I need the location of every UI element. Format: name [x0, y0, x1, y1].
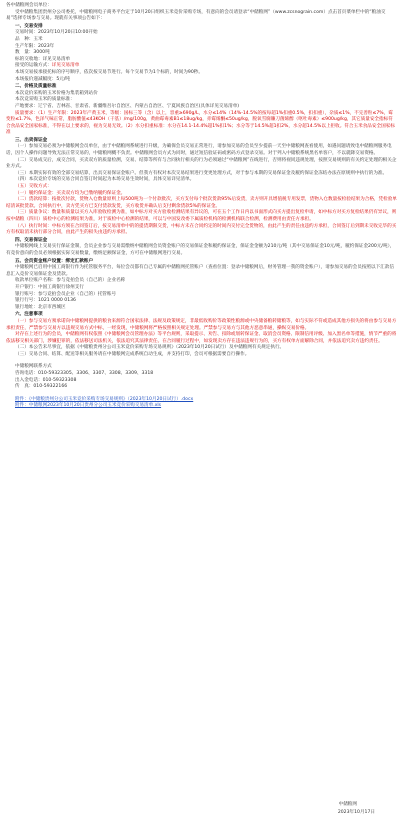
contact-title: 中储粮网联系方式: [15, 364, 52, 370]
bank-value: 中国工商银行徐州支行: [37, 284, 84, 290]
delivery-method-title: （五）交收方式：: [15, 184, 52, 190]
attachment-rules-link[interactable]: 附件：《中储粮贵州分公司玉米竞价采购专场交易规则》（2023年10月20日试行）.docx: [15, 396, 194, 402]
price-basis: 本次竞价采购的玉米价格为集装箱到站价: [15, 90, 98, 96]
account-number-label: 银行账号：: [15, 291, 38, 297]
quality-requirement: 质量要求：（1）生产年限：2023年产黄玉米，等级：国标三等（含）以上，容重≥690g/L，水分≤14%（14%-14.5%的按每超1%扣重0.5%，扣扣重），杂质≤1%，不完善粒≤7%，霉变粒≤1.7%，色泽气味正常，脂肪酸值≤43KOH（干基）/mg/100g，黄曲霉毒素B1≤18ug/kg，赤霉烯酮≤50ug/kg，脱氧雪腐镰刀菌烯醇（呕吐毒素）≤900ug/kg，其它质量安全指标符合食品安全国家标准，不得在以上要求的，视为交易无效。（2）水分扣重标准：水分在14.1-14.4%超1%扣1%；水分等于14.5%超1扣2%，水分超14.5%以上拒收。符合玉米食品安全国家标准: [6, 110, 395, 136]
account-name-row: [6, 278, 397, 285]
trading-rule: 本场交易按承接托标的序号顺序，依次按交易节进行。每个交易节为1个标的，时间为90秒。: [15, 69, 203, 75]
account-number-value: 参与竞拍会员企业（自己的）托管账号: [37, 291, 117, 297]
attachment-list-row: [6, 403, 397, 410]
contact-fax: 传 真：010-59322166: [15, 384, 68, 390]
notice-item-2: （二）本公告未尽事宜，依据《中储粮贵州分公司玉米竞价采购专场交易规则》（2023年10月20日试行）及中储粮网有关规定执行。: [15, 345, 285, 351]
product-variety: 品 种：玉米: [15, 36, 43, 42]
section-2-title: 二、价格及质量标准: [15, 84, 57, 90]
bank-address-row: [6, 305, 397, 312]
transport-mode-label: 接受的运输方式：: [15, 63, 52, 69]
signature-org: 中储粮网: [338, 802, 357, 807]
account-name-label: 收款单位账户名称：: [15, 278, 57, 284]
section-3-para-3: （三）本期实际有效的全部交易结算，出具交易保证金账户。但我方有权对本次交易结果进行变更处理方式，对于参与本期的交易保证金及履约保证金冻结办法在原规则中执行的为准。: [15, 170, 388, 176]
section-3-para-2: （二）交易成交后，成交合同，买卖双方的质量检测，交易、结算等所有与合同执行相关的行为必须通过“中储粮网”在线进行，否则将视同违规处理，按照交易规则的有关约定处理的相关企业方式。: [6, 157, 397, 170]
contact-phone: 咨询电话：010-59323305、3306、3307、3308、3309、3318: [15, 371, 154, 377]
bank-address-value: 北京市西城区: [37, 304, 66, 310]
transport-mode-value: 详见交易清单: [51, 63, 80, 69]
contact-balance-phone: 出入金电话：010-59323308: [15, 377, 77, 383]
notice-item-3: （三）交易合同、结算、配送等相关服务请在中储粮网完成系统自动生成，并支持打印，会员可根据需要自行操作。: [15, 351, 250, 357]
bank-label: 开户银行：: [15, 284, 38, 290]
trade-time: 交易时间：2023年10月20日10:00开始: [15, 30, 98, 36]
transport-mode: [6, 63, 397, 70]
notice-item-1: （一）参与交易方须承诺向中储粮网提供的粮食来源符合国家法律、法规及政策规定，非最低收购价等政策性粮源或中央储备粮转储粮等，如与实际不符或造成其他方损失的将由参与交易方承担责任，严禁参与交易方以违规交易方式中标，一经发现，中储粮网将严格按照相关规定处理。严禁参与交易方与其他方恶意串通，操纵交易价格。: [6, 318, 397, 331]
bank-code-label: 银行行号：: [15, 298, 38, 304]
section-3-para-1: （一）参加交易必须为中储粮网会员单位，由于中储粮网系统进行升级，为确保会员交易正常进行，请参加交易的会员至少提前一天至中储粮网查看使用，如遇问题请致电中储粮网服务电话，因个人操作问题导致无法正常交易的，中储粮网概不负责。中储粮网会员方式为同时，通过短信验证码或密码方式登录交易。对于列入中储粮系统黑名单客户，不以就降交易资格。: [6, 144, 392, 157]
section-4-para: 中储粮网线上交易实行保证金制，会员企业参与交易需缴纳中储粮网会员资金账户的交易保证金和履约保证金，保证金金额为210元/吨（其中交易保证金10元/吨，履约保证金200元/吨），有竞价意向的会员必须根据实际交易数量，缴纳足额保证金，方可在中储粮网进行交易。: [6, 244, 395, 256]
bank-address-label: 银行地址：: [15, 304, 38, 310]
quantity: 数 量：3000吨: [15, 50, 50, 56]
delivery-location: 标的交收地：详见交易清单: [15, 56, 71, 62]
signature-date: 2023年10月17日: [337, 810, 375, 815]
intro-paragraph: 受中储粮集团贵州分公司委托，中储粮网电子商务平台定于10月20日组织玉米竞价采购专场，有意向的会员请登录“中储粮网”（www.zcsnograin.com）点击首页菜单栏中的“粮油交易”选择专场参与交易。现就有关事项公告如下：: [6, 9, 386, 22]
performance-deposit: （一）履约保证金：买卖双方均为已缴纳履约保证金。: [15, 190, 126, 196]
quality-dispute: （三）质量争议：数量和质量以买方入库验收检测为准，如中标方对买方验收检测结果有异议的，可在五个工作日内以书面形式向买方提出复检申请，如中标方对买方复检结果仍有异议，则按中储粮（四川）质检中心的检测结果为准，对于质检中心检测的结果，可以与中国发改委下属质检机构的检测机构联合检测，检测费用由责任方承担。: [6, 210, 397, 222]
section-6-title: 六、注意事项: [15, 312, 43, 318]
notice-item-1-continued: 对存在上述行为的会员，中储粮网有权依照《中储粮网会员管理办法》等平台规则，采取提示、劝告、扣除或划转保证金、取消会员资格、限制信用评级、加入黑名单等措施，情节严重的将依法移交相关部门，涉嫌犯罪的，依法移送司法机关，依法追究其法律责任。在合同履行过程中，如发现卖方存在违法违规行为的，买方有权单方面解除合同，并依法追究卖方违约责任。: [6, 332, 397, 344]
section-5-para: 中储粮网已启用中国工商银行作为托管服务平台，每位会员都有自己专属的中储粮网托管账户（查看位置：登录中储粮网后，财务管理一我的资金账户），请参加交易的会员按照以下汇款信息汇入竞价交易保证金及货款。: [6, 265, 394, 277]
section-4-title: 四、交易保证金: [15, 237, 48, 243]
quality-standard-intro: 本次竞采购玉米的质量标准：: [15, 97, 75, 103]
attachment-list-link[interactable]: 附件：中储粮网2023年10月20日贵州分公司玉米竞价采购交易清单.xls: [15, 403, 162, 409]
payment-settlement: （二）货款结算：按批次付款，货物入仓数量原则上每500吨为一个付款批次，买方支付每个批次货款95%后发货，卖方则开具增值税专用发票，货物入仓数量按检验结果为合格，凭检验单结清该批货款。合同执行中，卖方凭买方已支付货款发货，买方收货并确认后支付剩余货款5%的保证金。: [6, 197, 397, 209]
execution-time: （八）执行时间：中标方须在合同签订后，按交易清单中的的提货期限交货，中标方未在合同约定的时间内交付完全货物的，由此产生的责任由违约方承担，合同签订后到期未交收完毕的买方有权取消未执行部分合同，由此产生的损失由违约方承担。: [6, 223, 397, 236]
account-name-value: 参与竞拍会员（自己的）企业名称: [56, 278, 126, 284]
greeting: 各中储粮网会员单位：: [6, 3, 52, 8]
bank-code-row: [6, 298, 397, 305]
production-year: 生产年限：2023年: [15, 43, 55, 49]
section-3-title: 三、出卖保证金: [15, 137, 48, 143]
bid-decrement: 本场报价递减幅度：5元/吨: [15, 76, 71, 82]
bank-code-value: 1021 0000 0136: [37, 298, 76, 304]
origin-requirement: 产地要求：辽宁省、吉林省、甘肃省、新疆维吾尔自治区、内蒙古自治区、宁夏回族自治区(具体详见交易清单): [15, 103, 240, 109]
section-1-title: 一、交易安排: [15, 23, 43, 29]
section-5-title: 五、会员资金账户设置：绑定汇款账户: [15, 258, 94, 264]
section-3-para-4: （四）本次竞价专场的交易合同自签订时间起为本场交易生效时间，具体交易详见清单。: [15, 177, 195, 183]
bank-row: [6, 285, 397, 292]
